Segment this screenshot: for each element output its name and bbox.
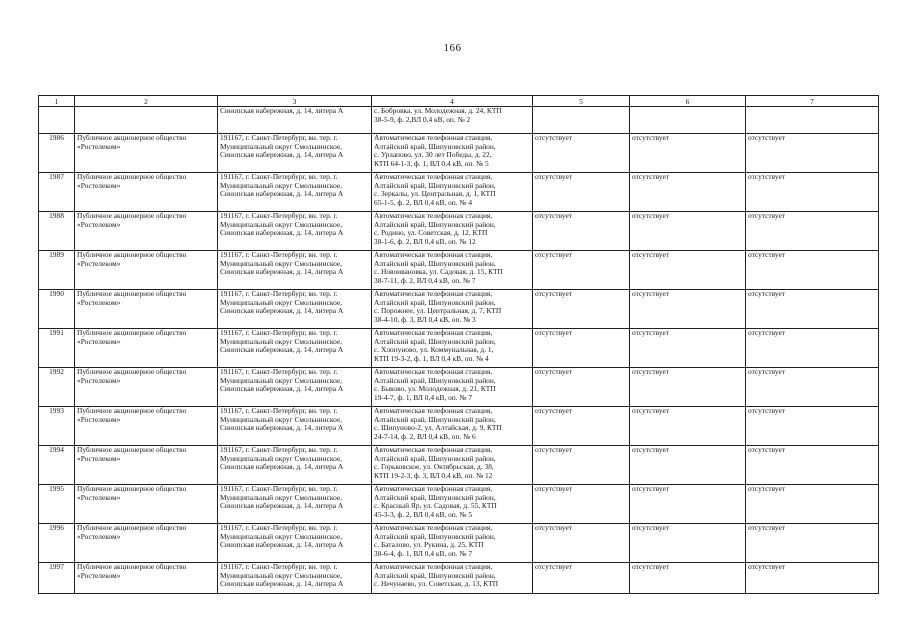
cell-col7: отсутствует: [746, 329, 879, 368]
cell-col6: [630, 107, 746, 134]
cell-address: 191167, г. Санкт-Петербург, вн. тер. г. Муниципальный округ Смольнинское, Синопская набережная, д. 14, литера А: [218, 524, 372, 563]
cell-owner: Публичное акционерное общество «Ростелеком»: [75, 446, 218, 485]
cell-object: Автоматическая телефонная станция, Алтайский край, Шипуновский район, с. Баталово, ул. Рукина, д. 25, КТП 38-6-4, ф. 1, ВЛ 0,4 кВ, оп. № 7: [372, 524, 533, 563]
cell-object: Автоматическая телефонная станция, Алтайский край, Шипуновский район, с. Порожнее, ул. Центральная, д. 7, КТП 38-4-10, ф. 3, ВЛ 0,4 кВ, оп. № 3: [372, 290, 533, 329]
cell-owner: Публичное акционерное общество «Ростелеком»: [75, 290, 218, 329]
header-row: [39, 96, 879, 107]
cell-col7: отсутствует: [746, 368, 879, 407]
table-row: [39, 134, 879, 173]
cell-owner: Публичное акционерное общество «Ростелеком»: [75, 173, 218, 212]
table-row: [39, 485, 879, 524]
cell-col7: отсутствует: [746, 524, 879, 563]
cell-object: Автоматическая телефонная станция, Алтайский край, Шипуновский район, с. Быково, ул. Молодежная, д. 21, КТП 19-4-7, ф. 1, ВЛ 0,4 кВ, оп. № 7: [372, 368, 533, 407]
cell-col6: отсутствует: [630, 173, 746, 212]
cell-col6: отсутствует: [630, 368, 746, 407]
cell-address: 191167, г. Санкт-Петербург, вн. тер. г. Муниципальный округ Смольнинское, Синопская набережная, д. 14, литера А: [218, 212, 372, 251]
cell-owner: Публичное акционерное общество «Ростелеком»: [75, 251, 218, 290]
cell-col7: отсутствует: [746, 563, 879, 594]
cell-col5: отсутствует: [533, 524, 630, 563]
cell-col7: отсутствует: [746, 446, 879, 485]
cell-object: Автоматическая телефонная станция, Алтайский край, Шипуновский район, с. Шипуново-2, ул. Алтайская, д. 9, КТП 24-7-14, ф. 2, ВЛ 0,4 кВ, оп. № 6: [372, 407, 533, 446]
cell-object: Автоматическая телефонная станция, Алтайский край, Шипуновский район, с. Хлопуново, ул. Коммунальная, д. 1, КТП 19-3-2, ф. 1, ВЛ 0,4 кВ, оп. № 4: [372, 329, 533, 368]
cell-num: 1989: [39, 251, 75, 290]
cell-num: 1992: [39, 368, 75, 407]
cell-address: 191167, г. Санкт-Петербург, вн. тер. г. Муниципальный округ Смольнинское, Синопская набережная, д. 14, литера А: [218, 485, 372, 524]
table-header: [39, 96, 879, 107]
cell-col6: отсутствует: [630, 134, 746, 173]
cell-owner: Публичное акционерное общество «Ростелеком»: [75, 212, 218, 251]
cell-address: 191167, г. Санкт-Петербург, вн. тер. г. Муниципальный округ Смольнинское, Синопская набережная, д. 14, литера А: [218, 407, 372, 446]
cell-col5: отсутствует: [533, 407, 630, 446]
cell-object: Автоматическая телефонная станция, Алтайский край, Шипуновский район, с. Зеркалы, ул. Центральная, д. 1, КТП 65-1-5, ф. 2, ВЛ 0,4 кВ, оп. № 4: [372, 173, 533, 212]
cell-address: 191167, г. Санкт-Петербург, вн. тер. г. Муниципальный округ Смольнинское, Синопская набережная, д. 14, литера А: [218, 173, 372, 212]
cell-object: Автоматическая телефонная станция, Алтайский край, Шипуновский район, с. Родино, ул. Советская, д. 12, КТП 38-1-6, ф. 2, ВЛ 0,4 кВ, оп. № 12: [372, 212, 533, 251]
table-row: [39, 446, 879, 485]
cell-owner: Публичное акционерное общество «Ростелеком»: [75, 563, 218, 594]
cell-object: Автоматическая телефонная станция, Алтайский край, Шипуновский район, с. Новоивановка, ул. Садовая, д. 15, КТП 38-7-11, ф. 2, ВЛ 0,4 кВ, оп. № 7: [372, 251, 533, 290]
cell-col6: отсутствует: [630, 329, 746, 368]
cell-object: Автоматическая телефонная станция, Алтайский край, Шипуновский район, с. Горьковское, ул. Октябрьская, д. 38, КТП 19-2-3, ф. 3, ВЛ 0,4 кВ, оп. № 12: [372, 446, 533, 485]
cell-num: 1991: [39, 329, 75, 368]
cell-col7: отсутствует: [746, 485, 879, 524]
cell-col5: отсутствует: [533, 134, 630, 173]
column-header: 7: [746, 96, 879, 107]
cell-address: 191167, г. Санкт-Петербург, вн. тер. г. Муниципальный округ Смольнинское, Синопская набережная, д. 14, литера А: [218, 329, 372, 368]
column-header: 2: [75, 96, 218, 107]
cell-address: 191167, г. Санкт-Петербург, вн. тер. г. Муниципальный округ Смольнинское, Синопская набережная, д. 14, литера А: [218, 563, 372, 594]
cell-num: 1986: [39, 134, 75, 173]
cell-num: 1988: [39, 212, 75, 251]
cell-col5: отсутствует: [533, 290, 630, 329]
table-row: [39, 563, 879, 594]
cell-col7: отсутствует: [746, 251, 879, 290]
cell-col7: отсутствует: [746, 173, 879, 212]
cell-num: [39, 107, 75, 134]
cell-col5: отсутствует: [533, 485, 630, 524]
cell-col6: отсутствует: [630, 563, 746, 594]
cell-col6: отсутствует: [630, 485, 746, 524]
table-row: [39, 368, 879, 407]
cell-num: 1996: [39, 524, 75, 563]
table-row: [39, 251, 879, 290]
registry-table: [38, 95, 879, 594]
cell-col7: отсутствует: [746, 212, 879, 251]
cell-owner: Публичное акционерное общество «Ростелеком»: [75, 329, 218, 368]
table-row: [39, 329, 879, 368]
cell-col6: отсутствует: [630, 290, 746, 329]
table-body: [39, 107, 879, 594]
cell-address: 191167, г. Санкт-Петербург, вн. тер. г. Муниципальный округ Смольнинское, Синопская набережная, д. 14, литера А: [218, 446, 372, 485]
cell-owner: Публичное акционерное общество «Ростелеком»: [75, 368, 218, 407]
column-header: 6: [630, 96, 746, 107]
cell-address: Синопская набережная, д. 14, литера А: [218, 107, 372, 134]
cell-object: Автоматическая телефонная станция, Алтайский край, Шипуновский район, с. Урлапово, ул. 30 лет Победы, д. 22, КТП 64-1-3, ф. 1, ВЛ 0,4 кВ, оп. № 5: [372, 134, 533, 173]
cell-address: 191167, г. Санкт-Петербург, вн. тер. г. Муниципальный округ Смольнинское, Синопская набережная, д. 14, литера А: [218, 251, 372, 290]
column-header: 1: [39, 96, 75, 107]
cell-col5: отсутствует: [533, 173, 630, 212]
cell-num: 1993: [39, 407, 75, 446]
column-header: 5: [533, 96, 630, 107]
cell-col6: отсутствует: [630, 524, 746, 563]
cell-col5: отсутствует: [533, 251, 630, 290]
continuation-row: [39, 107, 879, 134]
table-row: [39, 290, 879, 329]
cell-col5: отсутствует: [533, 329, 630, 368]
cell-col6: отсутствует: [630, 251, 746, 290]
table-row: [39, 407, 879, 446]
cell-col6: отсутствует: [630, 446, 746, 485]
cell-num: 1990: [39, 290, 75, 329]
cell-owner: Публичное акционерное общество «Ростелеком»: [75, 407, 218, 446]
cell-col6: отсутствует: [630, 212, 746, 251]
cell-num: 1995: [39, 485, 75, 524]
cell-num: 1987: [39, 173, 75, 212]
cell-address: 191167, г. Санкт-Петербург, вн. тер. г. Муниципальный округ Смольнинское, Синопская набережная, д. 14, литера А: [218, 134, 372, 173]
cell-owner: Публичное акционерное общество «Ростелеком»: [75, 485, 218, 524]
cell-col7: отсутствует: [746, 290, 879, 329]
page-number: 166: [443, 42, 462, 54]
cell-address: 191167, г. Санкт-Петербург, вн. тер. г. Муниципальный округ Смольнинское, Синопская набережная, д. 14, литера А: [218, 290, 372, 329]
cell-col7: отсутствует: [746, 407, 879, 446]
column-header: 4: [372, 96, 533, 107]
cell-col5: отсутствует: [533, 446, 630, 485]
cell-owner: Публичное акционерное общество «Ростелеком»: [75, 134, 218, 173]
cell-col7: [746, 107, 879, 134]
cell-col5: отсутствует: [533, 563, 630, 594]
cell-col6: отсутствует: [630, 407, 746, 446]
cell-col7: отсутствует: [746, 134, 879, 173]
cell-owner: Публичное акционерное общество «Ростелеком»: [75, 524, 218, 563]
table-row: [39, 173, 879, 212]
cell-object: с. Бобровка, ул. Молодежная, д. 24, КТП 38-5-9, ф. 2,ВЛ 0,4 кВ, оп. № 2: [372, 107, 533, 134]
cell-owner: [75, 107, 218, 134]
cell-col5: отсутствует: [533, 368, 630, 407]
cell-col5: [533, 107, 630, 134]
table-row: [39, 212, 879, 251]
cell-address: 191167, г. Санкт-Петербург, вн. тер. г. Муниципальный округ Смольнинское, Синопская набережная, д. 14, литера А: [218, 368, 372, 407]
cell-num: 1997: [39, 563, 75, 594]
cell-object: Автоматическая телефонная станция, Алтайский край, Шипуновский район, с. Нечунаево, ул. Советская, д. 13, КТП: [372, 563, 533, 594]
table-row: [39, 524, 879, 563]
cell-object: Автоматическая телефонная станция, Алтайский край, Шипуновский район, с. Красный Яр, ул. Садовая, д. 55, КТП 45-3-3, ф. 2, ВЛ 0,4 кВ, оп. № 5: [372, 485, 533, 524]
cell-num: 1994: [39, 446, 75, 485]
cell-col5: отсутствует: [533, 212, 630, 251]
column-header: 3: [218, 96, 372, 107]
